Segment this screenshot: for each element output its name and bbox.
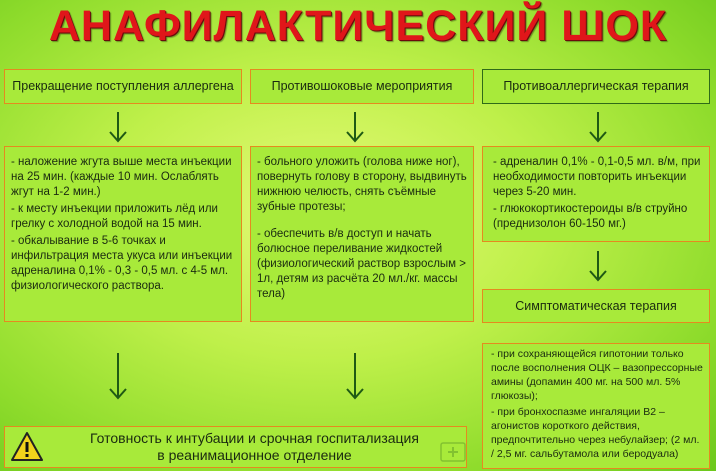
medical-cross-icon	[440, 440, 466, 462]
header-allergen-stop	[4, 69, 242, 104]
list-item: - обеспечить в/в доступ и начать болюсное переливание жидкостей (физиологический раствор взрослым > 1л, детям из расчёта 20 мл./кг. массы тела)	[257, 228, 466, 300]
page-title: АНАФИЛАКТИЧЕСКИЙ ШОК	[48, 2, 668, 50]
hospitalization-line-1: Готовность к интубации и срочная госпитализация	[90, 430, 419, 446]
list-item: - к месту инъекции приложить лёд или грелку с холодной водой на 15 мин.	[11, 203, 218, 230]
warning-icon	[11, 431, 43, 463]
list-item: - при сохраняющейся гипотонии только после восполнения ОЦК – вазопрессорные амины (допамин 400 мг. на 500 мл. 5% глюкозы);	[491, 348, 703, 402]
header-allergen-stop-label: Прекращение поступления аллергена	[12, 79, 234, 93]
list-item: - адреналин 0,1% - 0,1-0,5 мл. в/м, при необходимости повторить инъекции через 5-20 мин.	[493, 156, 701, 198]
antiallergic-body	[482, 146, 710, 242]
allergen-stop-body	[4, 146, 242, 322]
header-antishock	[250, 69, 474, 104]
header-symptomatic-label: Симптоматическая терапия	[515, 298, 677, 313]
arrow-down-icon	[108, 352, 128, 400]
hospitalization-box	[4, 426, 467, 468]
list-item: - глюкокортикостероиды в/в струйно (преднизолон 60-150 мг.)	[493, 203, 688, 230]
antishock-body	[250, 146, 474, 322]
header-antiallergic-label: Противоаллергическая терапия	[503, 79, 689, 93]
list-item: - наложение жгута выше места инъекции на 25 мин. (каждые 10 мин. Ослаблять жгут на 1-2 мин.)	[11, 156, 232, 198]
header-antiallergic	[482, 69, 710, 104]
symptomatic-body	[482, 343, 710, 469]
arrow-down-icon	[588, 111, 608, 143]
header-symptomatic	[482, 289, 710, 323]
arrow-down-icon	[588, 250, 608, 282]
hospitalization-text	[43, 430, 466, 464]
list-item: - больного уложить (голова ниже ног), повернуть голову в сторону, выдвинуть нижнюю челюсть, снять съёмные зубные протезы;	[257, 156, 467, 213]
arrow-down-icon	[345, 352, 365, 400]
header-antishock-label: Противошоковые мероприятия	[271, 79, 453, 93]
list-item: - обкалывание в 5-6 точках и инфильтрация места укуса или инъекции адреналина 0,1% - 0,3 - 0,5 мл. с 4-5 мл. физиологического раствора.	[11, 235, 233, 292]
arrow-down-icon	[345, 111, 365, 143]
hospitalization-line-2: в реанимационное отделение	[157, 447, 352, 463]
list-item: - при бронхоспазме ингаляции В2 – агонистов короткого действия, предпочтительно через небулайзер; (2 мл. / 2,5 мг. сальбутамола или беродуала)	[491, 406, 700, 460]
arrow-down-icon	[108, 111, 128, 143]
